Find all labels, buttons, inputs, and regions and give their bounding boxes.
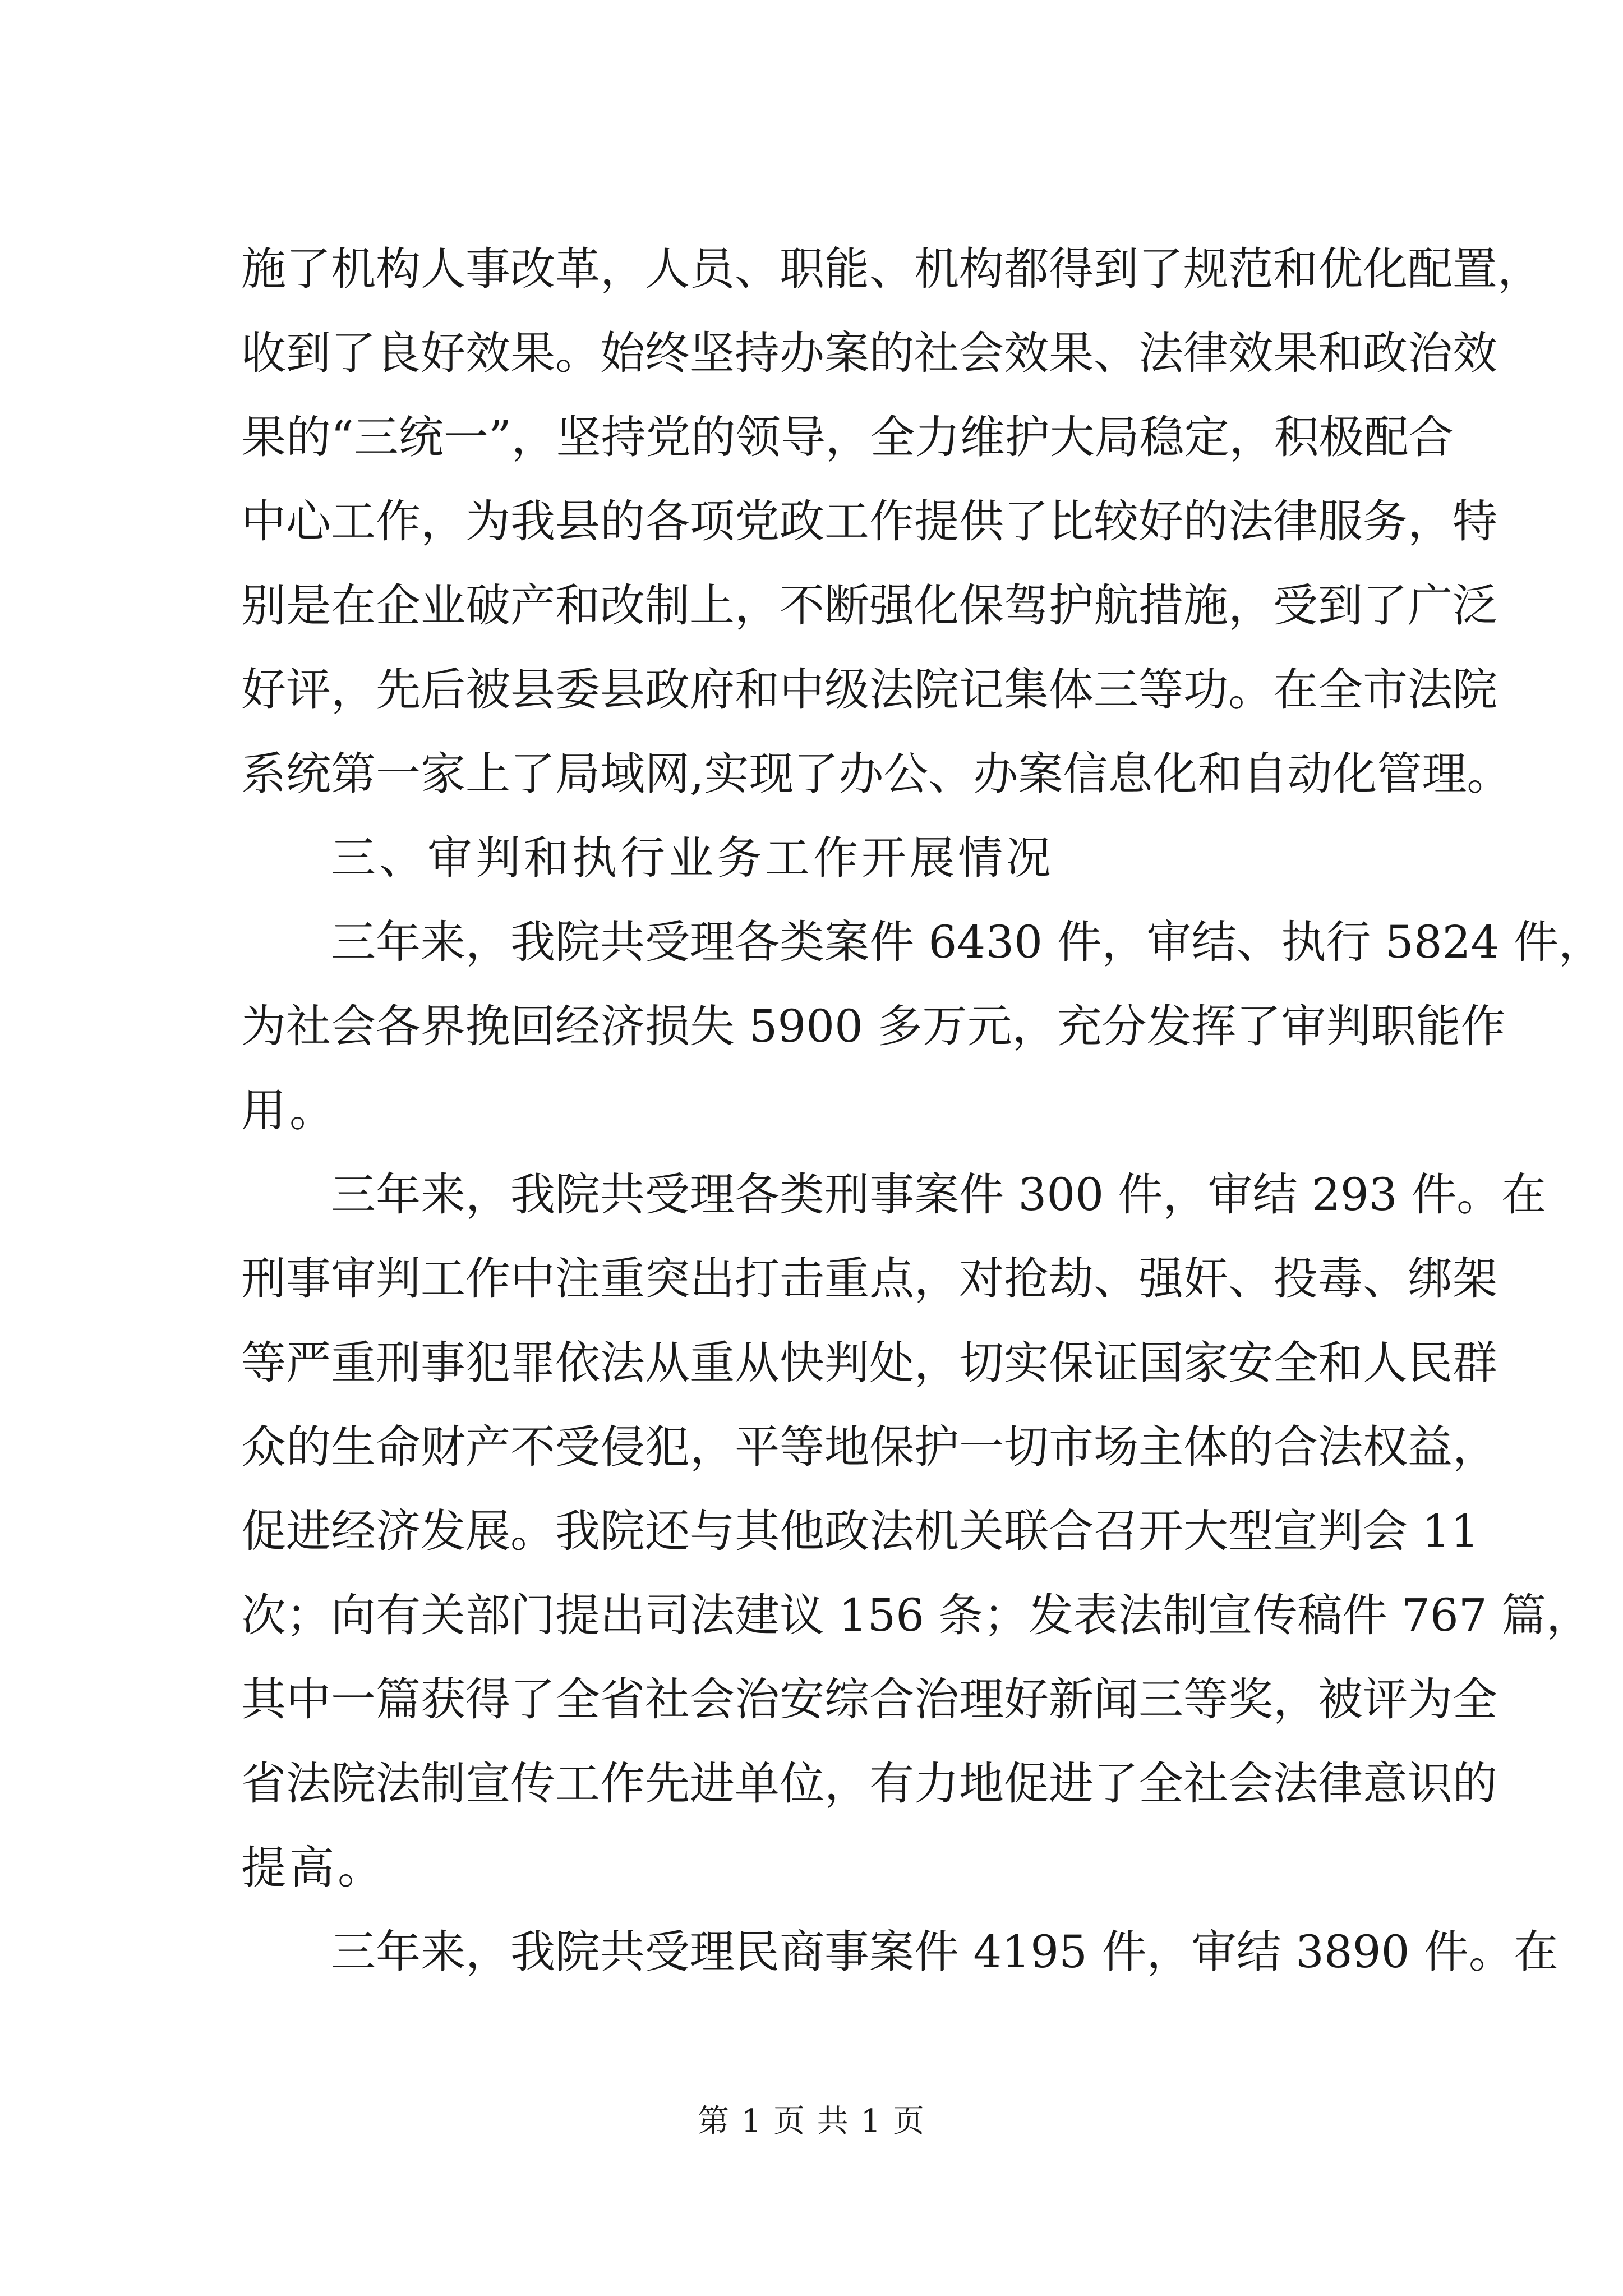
paragraph-2-line-8: 省法院法制宣传工作先进单位，有力地促进了全社会法律意识的 <box>241 1757 1497 1810</box>
paragraph-1-line-2: 为社会各界挽回经济损失 5900 多万元，充分发挥了审判职能作 <box>241 1000 1506 1052</box>
paragraph-2-line-4: 众的生命财产不受侵犯，平等地保护一切市场主体的合法权益， <box>241 1421 1497 1473</box>
body-line-7: 系统第一家上了局域网,实现了办公、办案信息化和自动化管理。 <box>241 748 1512 800</box>
body-line-1: 施了机构人事改革，人员、职能、机构都得到了规范和优化配置， <box>241 243 1542 295</box>
paragraph-2-line-3: 等严重刑事犯罪依法从重从快判处，切实保证国家安全和人民群 <box>241 1337 1497 1389</box>
paragraph-2-line-9: 提高。 <box>241 1842 386 1894</box>
paragraph-2-line-2: 刑事审判工作中注重突出打击重点，对抢劫、强奸、投毒、绑架 <box>241 1253 1497 1305</box>
page-footer: 第 1 页 共 1 页 <box>697 2103 926 2139</box>
paragraph-3-line-1: 三年来，我院共受理民商事案件 4195 件，审结 3890 件。在 <box>331 1926 1559 1978</box>
paragraph-1-line-3: 用。 <box>241 1084 338 1137</box>
paragraph-2-line-7: 其中一篇获得了全省社会治安综合治理好新闻三等奖，被评为全 <box>241 1673 1497 1726</box>
paragraph-1-line-1: 三年来，我院共受理各类案件 6430 件，审结、执行 5824 件， <box>331 916 1603 968</box>
body-line-2: 收到了良好效果。始终坚持办案的社会效果、法律效果和政治效 <box>241 327 1497 379</box>
paragraph-2-line-6: 次；向有关部门提出司法建议 156 条；发表法制宣传稿件 767 篇， <box>241 1589 1592 1641</box>
paragraph-2-line-1: 三年来，我院共受理各类刑事案件 300 件，审结 293 件。在 <box>331 1168 1547 1221</box>
body-line-6: 好评，先后被县委县政府和中级法院记集体三等功。在全市法院 <box>241 664 1497 716</box>
body-line-3: 果的“三统一”，坚持党的领导，全力维护大局稳定，积极配合 <box>241 411 1454 463</box>
section-heading: 三、审判和执行业务工作开展情况 <box>331 832 1054 884</box>
body-line-5: 别是在企业破产和改制上，不断强化保驾护航措施，受到了广泛 <box>241 579 1497 632</box>
body-line-4: 中心工作，为我县的各项党政工作提供了比较好的法律服务，特 <box>241 495 1497 547</box>
paragraph-2-line-5: 促进经济发展。我院还与其他政法机关联合召开大型宣判会 11 <box>241 1505 1479 1557</box>
